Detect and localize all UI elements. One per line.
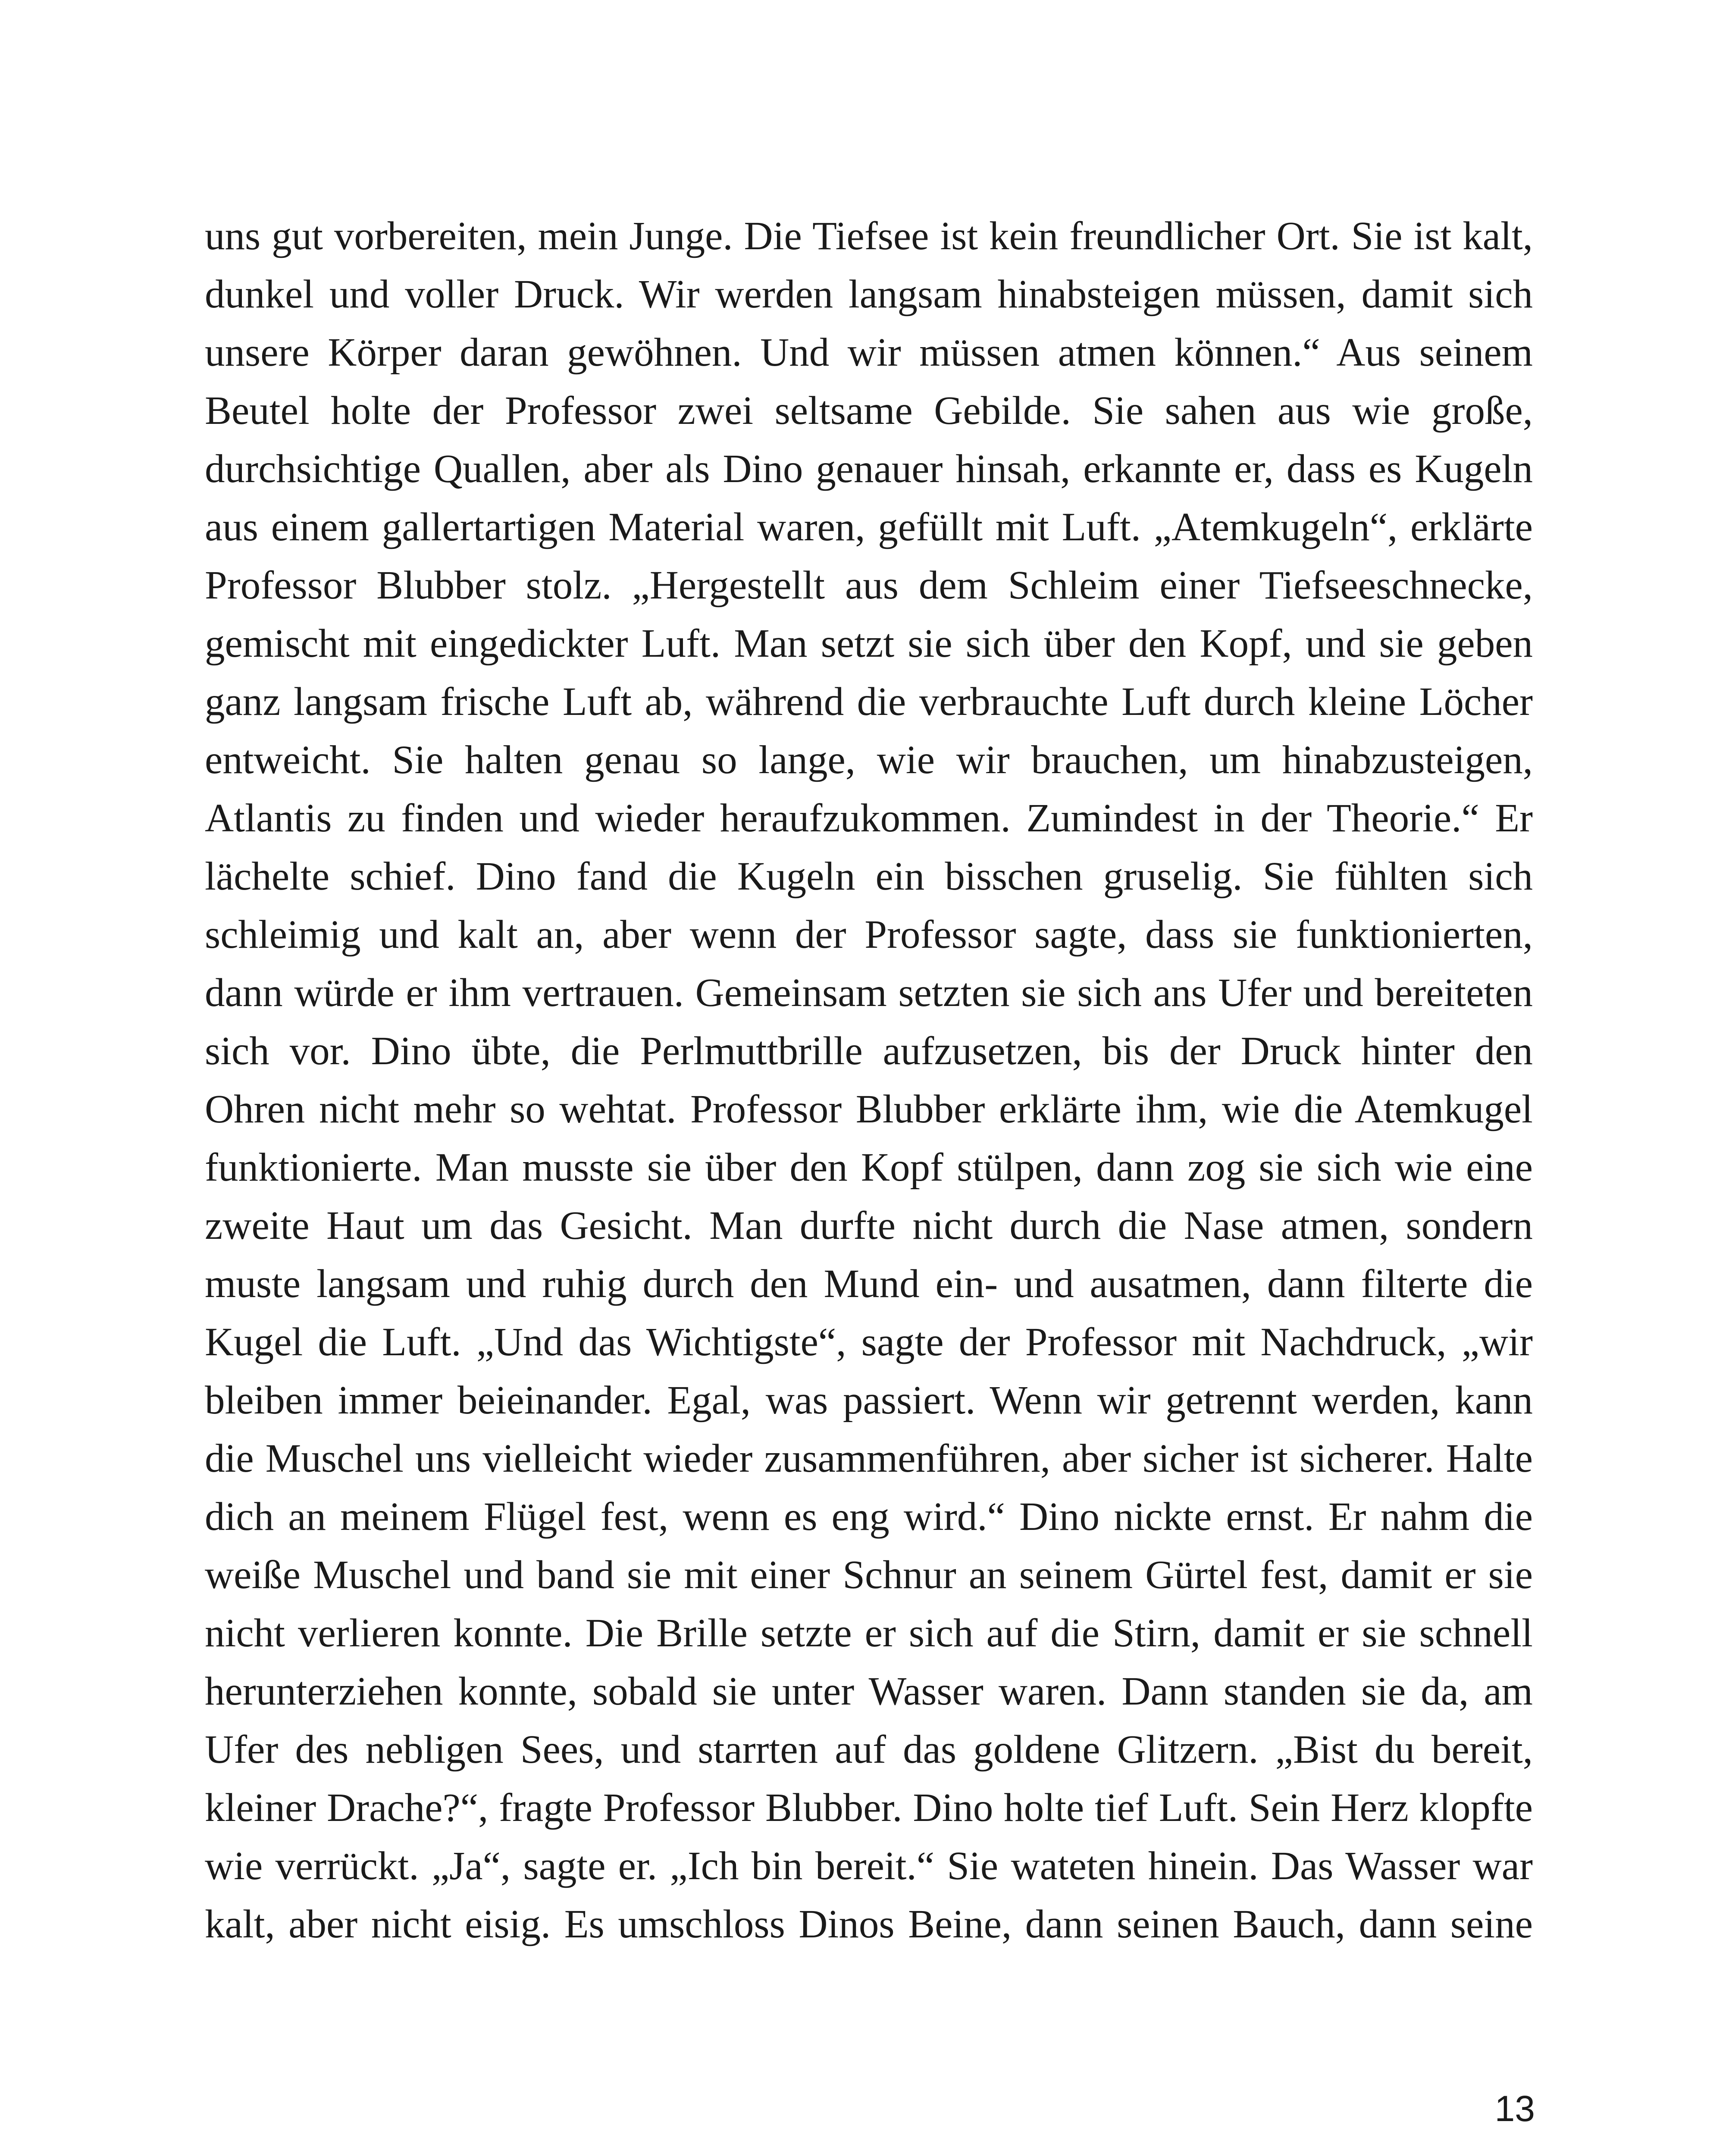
text-line: die Muschel uns vielleicht wieder zusammenführen, aber sicher ist sicherer. Halte — [205, 1436, 1533, 1481]
text-line: aus einem gallertartigen Material waren, gefüllt mit Luft. „Atemkugeln“, erklärte — [205, 505, 1533, 549]
text-line: lächelte schief. Dino fand die Kugeln ein bisschen gruselig. Sie fühlten sich — [205, 854, 1533, 899]
text-line: entweicht. Sie halten genau so lange, wie wir brauchen, um hinabzusteigen, — [205, 738, 1533, 782]
text-line: schleimig und kalt an, aber wenn der Professor sagte, dass sie funktionierten, — [205, 912, 1533, 957]
text-line: sich vor. Dino übte, die Perlmuttbrille aufzusetzen, bis der Druck hinter den — [205, 1029, 1533, 1073]
text-line: durchsichtige Quallen, aber als Dino genauer hinsah, erkannte er, dass es Kugeln — [205, 447, 1533, 491]
body-text — [205, 207, 1533, 1953]
text-line: nicht verlieren konnte. Die Brille setzte er sich auf die Stirn, damit er sie schnell — [205, 1611, 1533, 1655]
text-line: bleiben immer beieinander. Egal, was passiert. Wenn wir getrennt werden, kann — [205, 1378, 1533, 1423]
text-line: dunkel und voller Druck. Wir werden langsam hinabsteigen müssen, damit sich — [205, 272, 1533, 317]
text-line: wie verrückt. „Ja“, sagte er. „Ich bin bereit.“ Sie wateten hinein. Das Wasser war — [205, 1844, 1533, 1888]
text-line: gemischt mit eingedickter Luft. Man setzt sie sich über den Kopf, und sie geben — [205, 621, 1533, 666]
text-line: weiße Muschel und band sie mit einer Schnur an seinem Gürtel fest, damit er sie — [205, 1553, 1533, 1597]
text-line: dich an meinem Flügel fest, wenn es eng wird.“ Dino nickte ernst. Er nahm die — [205, 1495, 1533, 1539]
text-line: kalt, aber nicht eisig. Es umschloss Dinos Beine, dann seinen Bauch, dann seine — [205, 1902, 1533, 1946]
text-line: Ufer des nebligen Sees, und starrten auf das goldene Glitzern. „Bist du bereit, — [205, 1727, 1533, 1772]
text-line: Professor Blubber stolz. „Hergestellt aus dem Schleim einer Tiefseeschnecke, — [205, 563, 1533, 608]
text-line: unsere Körper daran gewöhnen. Und wir müssen atmen können.“ Aus seinem — [205, 330, 1533, 375]
text-line: funktionierte. Man musste sie über den Kopf stülpen, dann zog sie sich wie eine — [205, 1145, 1533, 1190]
text-line: kleiner Drache?“, fragte Professor Blubber. Dino holte tief Luft. Sein Herz klopfte — [205, 1786, 1533, 1830]
text-line: herunterziehen konnte, sobald sie unter Wasser waren. Dann standen sie da, am — [205, 1669, 1533, 1714]
text-line: Atlantis zu finden und wieder heraufzukommen. Zumindest in der Theorie.“ Er — [205, 796, 1533, 840]
text-line: Beutel holte der Professor zwei seltsame Gebilde. Sie sahen aus wie große, — [205, 389, 1533, 433]
text-line: dann würde er ihm vertrauen. Gemeinsam setzten sie sich ans Ufer und bereiteten — [205, 971, 1533, 1015]
text-line: uns gut vorbereiten, mein Junge. Die Tiefsee ist kein freundlicher Ort. Sie ist kalt, — [205, 214, 1533, 258]
text-line: Kugel die Luft. „Und das Wichtigste“, sagte der Professor mit Nachdruck, „wir — [205, 1320, 1533, 1364]
page-number: 13 — [1494, 2088, 1535, 2129]
text-line: Ohren nicht mehr so wehtat. Professor Blubber erklärte ihm, wie die Atemkugel — [205, 1087, 1533, 1131]
text-line: ganz langsam frische Luft ab, während die verbrauchte Luft durch kleine Löcher — [205, 680, 1533, 724]
text-line: zweite Haut um das Gesicht. Man durfte nicht durch die Nase atmen, sondern — [205, 1203, 1533, 1248]
text-line: muste langsam und ruhig durch den Mund ein- und ausatmen, dann filterte die — [205, 1262, 1533, 1306]
